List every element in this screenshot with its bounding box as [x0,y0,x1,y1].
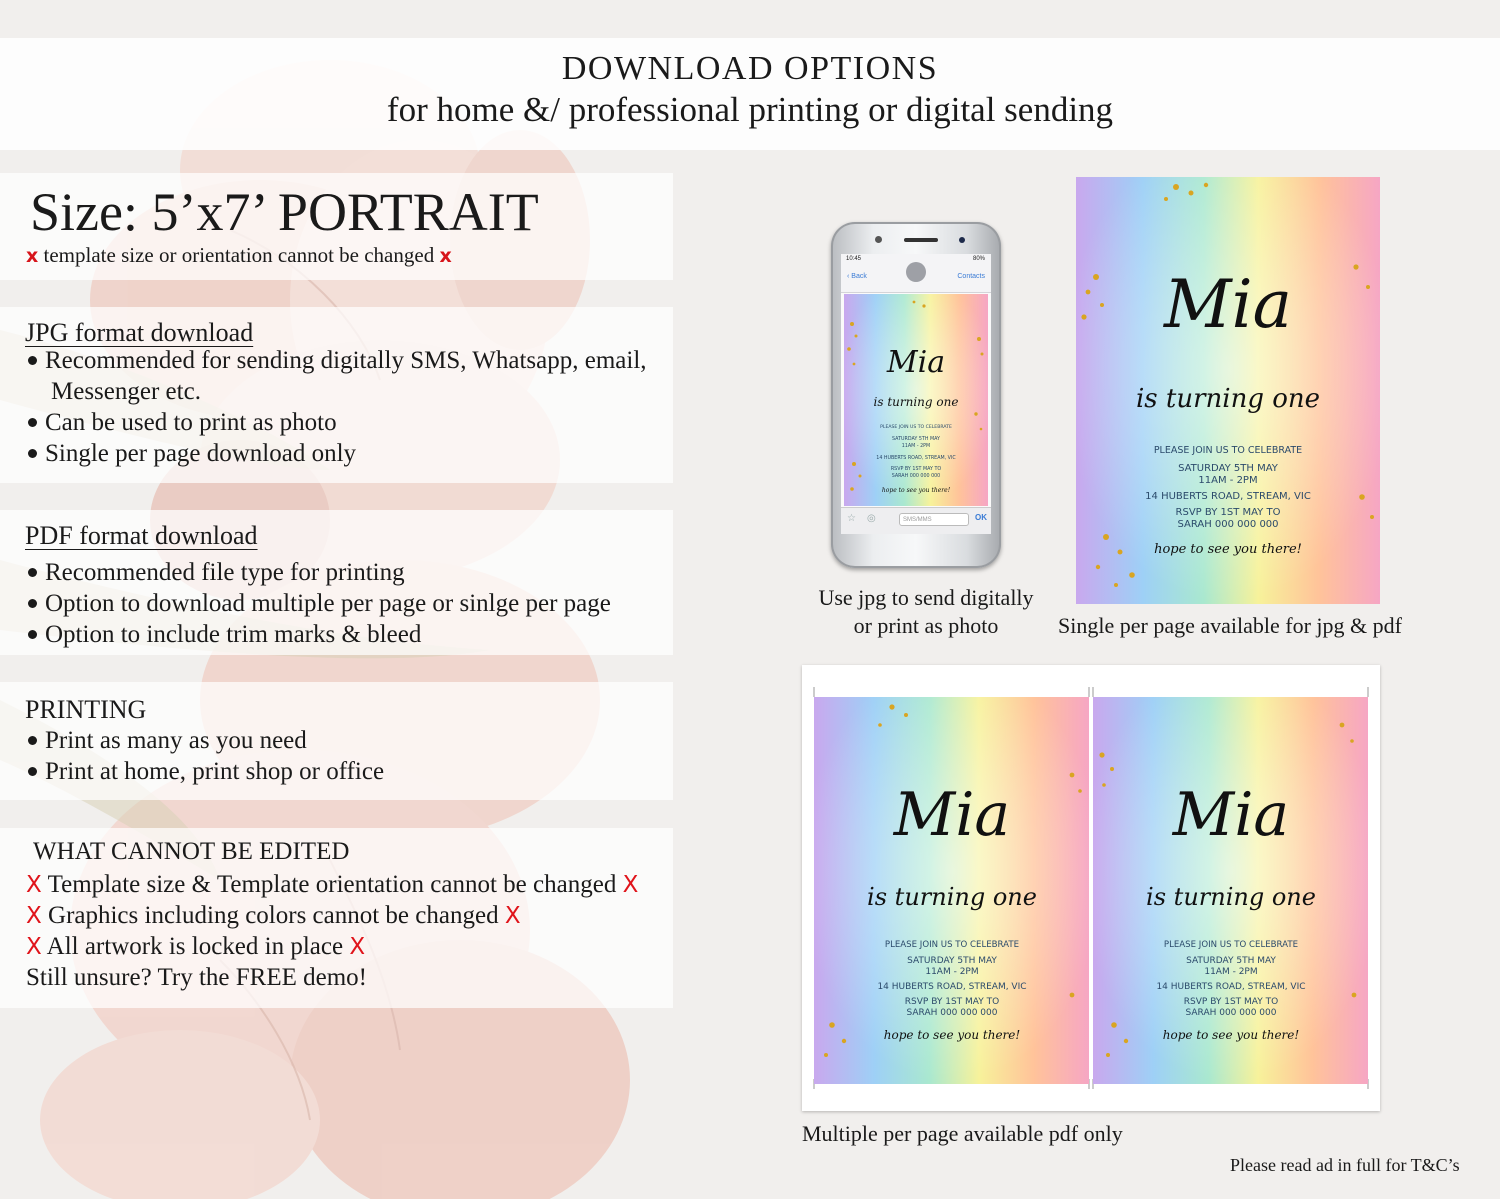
invite-name: Mia [893,780,1011,850]
invite-join: PLEASE JOIN US TO CELEBRATE [880,425,952,430]
invite-closing: hope to see you there! [883,1028,1021,1042]
red-x-icon: X [622,872,639,898]
bullet-item-continuation: Messenger etc. [51,378,201,405]
cannot-edit-panel [0,828,673,1008]
bullet-icon [28,599,37,608]
red-x-icon: x [26,245,39,267]
multiple-page-invitation-image [802,665,1380,1111]
red-x-icon: X [26,872,42,898]
invite-tagline: is turning one [867,883,1037,911]
invite-rsvp: RSVP BY 1ST MAY TO [904,997,1000,1007]
bullet-text: Print at home, print shop or office [45,758,385,785]
messages-header [841,254,991,293]
send-button[interactable]: OK [975,513,987,522]
contacts-link[interactable]: Contacts [957,273,985,280]
restriction-item [26,902,521,930]
speaker-grille [904,238,938,242]
contact-avatar-icon [906,262,926,282]
page-subtitle: for home &/ professional printing or digital sending [386,90,1114,129]
invite-time: 11AM - 2PM [925,967,979,977]
invite-date: SATURDAY 5TH MAY [892,437,940,442]
red-x-icon: X [504,903,521,929]
pdf-panel [0,510,673,655]
jpg-panel [0,307,673,483]
invite-date: SATURDAY 5TH MAY [1186,956,1276,966]
bullet-text: Recommended for sending digitally SMS, Whatsapp, email, [45,347,647,374]
invite-contact: SARAH 000 000 000 [906,1008,998,1018]
bullet-icon [28,356,37,365]
bullet-item [25,590,611,618]
bullet-text: Single per page download only [45,440,357,467]
invite-name: Mia [886,345,946,380]
camera-icon [875,236,882,243]
bullet-icon [28,449,37,458]
invite-date: SATURDAY 5TH MAY [907,956,997,966]
bullet-item [25,440,356,468]
invite-contact: SARAH 000 000 000 [1177,519,1279,530]
size-note-text: template size or orientation cannot be changed [43,243,435,267]
phone-mockup [831,222,1001,568]
bullet-icon [28,630,37,639]
status-battery: 80% [972,256,985,262]
invite-rsvp: RSVP BY 1ST MAY TO [1175,507,1281,518]
red-x-icon: X [26,934,42,960]
printing-heading: PRINTING [25,695,147,724]
invite-name: Mia [1172,780,1290,850]
invite-address: 14 HUBERTS ROAD, STREAM, VIC [877,982,1027,992]
cannot-edit-heading: WHAT CANNOT BE EDITED [33,838,350,865]
invite-date: SATURDAY 5TH MAY [1178,463,1278,474]
invite-time: 11AM - 2PM [901,444,931,449]
invite-tagline: is turning one [1146,883,1316,911]
bullet-item [25,347,647,375]
multiple-page-sheet [802,665,1380,1111]
single-page-invitation-image [1076,177,1380,604]
invite-tagline: is turning one [873,395,959,409]
bullet-icon [28,418,37,427]
message-compose-bar [841,507,991,534]
bullet-text: Can be used to print as photo [45,409,337,436]
invite-join: PLEASE JOIN US TO CELEBRATE [1163,940,1299,950]
invitation-copy-2 [1093,697,1368,1084]
status-time: 10:45 [846,256,862,262]
invite-name: Mia [1163,266,1293,343]
terms-footnote: Please read ad in full for T&C’s [1230,1155,1460,1175]
bullet-item [25,559,405,587]
bullet-text: Print as many as you need [45,727,307,754]
star-icon: ☆ [847,513,856,524]
bullet-item [25,409,337,437]
phone-invitation-image [844,294,988,506]
bullet-icon [28,568,37,577]
red-x-icon: x [439,245,452,267]
size-panel [0,173,673,280]
camera-app-icon: ◎ [867,513,876,524]
bullet-text: Recommended file type for printing [45,559,405,586]
invite-rsvp: RSVP BY 1ST MAY TO [1183,997,1279,1007]
free-demo-note: Still unsure? Try the FREE demo! [26,964,367,991]
invite-contact: SARAH 000 000 000 [1185,1008,1277,1018]
invite-join: PLEASE JOIN US TO CELEBRATE [884,940,1020,950]
sms-input[interactable]: SMS/MMS [899,513,969,526]
restriction-text: All artwork is locked in place [46,933,344,960]
bullet-text: Option to download multiple per page or sinlge per page [45,590,611,617]
header-banner [0,38,1500,150]
bullet-item [25,727,307,755]
bullet-icon [28,767,37,776]
bullet-icon [28,736,37,745]
restriction-text: Graphics including colors cannot be changed [48,902,499,929]
invitation-copy-1 [814,697,1089,1084]
invite-closing: hope to see you there! [881,487,951,494]
invite-join: PLEASE JOIN US TO CELEBRATE [1153,445,1303,456]
invite-contact: SARAH 000 000 000 [891,474,941,479]
invite-address: 14 HUBERTS ROAD, STREAM, VIC [1156,982,1306,992]
restriction-text: Template size & Template orientation cannot be changed [47,871,617,898]
back-link[interactable]: ‹ Back [847,273,867,280]
phone-caption-line1: Use jpg to send digitally [818,585,1034,610]
single-caption: Single per page available for jpg & pdf [1058,613,1402,638]
invite-address: 14 HUBERTS ROAD, STREAM, VIC [876,456,956,461]
invite-time: 11AM - 2PM [1204,967,1258,977]
pdf-heading: PDF format download [25,521,258,550]
bullet-item [25,621,421,649]
invite-closing: hope to see you there! [1154,542,1302,557]
invite-address: 14 HUBERTS ROAD, STREAM, VIC [1145,491,1311,502]
jpg-heading: JPG format download [25,318,254,347]
size-title: Size: 5’x7’ PORTRAIT [30,182,539,242]
invite-time: 11AM - 2PM [1198,475,1258,486]
back-label: Back [851,273,867,280]
bullet-text: Option to include trim marks & bleed [45,621,422,648]
restriction-item [26,871,638,899]
red-x-icon: X [26,903,42,929]
size-note [26,243,452,268]
page-title: DOWNLOAD OPTIONS [561,50,939,87]
phone-screen [841,254,991,534]
invite-closing: hope to see you there! [1162,1028,1300,1042]
bullet-item [25,758,384,786]
invite-rsvp: RSVP BY 1ST MAY TO [890,467,942,472]
phone-caption-line2: or print as photo [853,613,999,638]
printing-panel [0,682,673,800]
invite-tagline: is turning one [1135,384,1321,414]
multiple-caption: Multiple per page available pdf only [802,1121,1123,1146]
red-x-icon: X [349,934,366,960]
restriction-item [26,933,365,961]
sensor-icon [959,237,965,243]
